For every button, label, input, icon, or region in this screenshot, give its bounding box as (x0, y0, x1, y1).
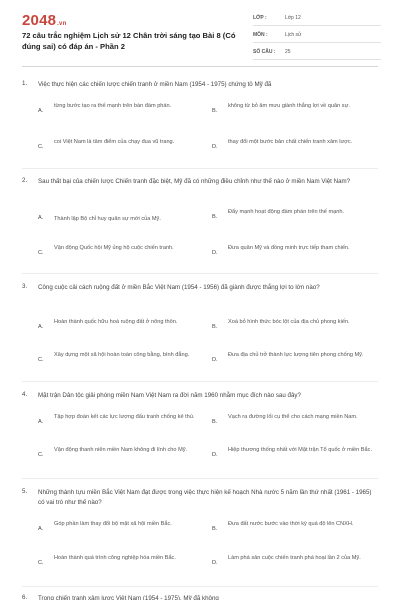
option-letter: D. (212, 250, 218, 256)
option-text: Vạch ra đường lối cụ thể cho cách mạng miền Nam. (228, 414, 358, 420)
option-text: Hoàn thành quá trình công nghiệp hóa miền Bắc. (54, 555, 176, 561)
option-text: Thành lập Bộ chỉ huy quân sự mới của Mỹ. (54, 216, 161, 222)
meta-row-grade (253, 12, 381, 26)
option-text: Đưa quân Mỹ và đồng minh trực tiếp tham chiến. (228, 245, 350, 251)
option-letter: A. (38, 526, 44, 532)
option-letter: C. (38, 560, 44, 566)
meta-row-subject (253, 29, 381, 43)
meta-value-question-count: 25 (285, 49, 291, 55)
meta-key-grade: LỚP : (253, 15, 267, 21)
page-header (0, 0, 400, 64)
meta-key-question-count: SỐ CÂU : (253, 49, 276, 55)
option-letter: A. (38, 215, 44, 221)
option-letter: A. (38, 324, 44, 330)
option-letter: B. (212, 419, 218, 425)
meta-value-grade: Lớp 12 (285, 15, 301, 21)
question-text: Việc thực hiện các chiến lược chiến tranh ở miền Nam (1954 - 1975) chứng tỏ Mỹ đã (38, 81, 272, 88)
option-letter: A. (38, 419, 44, 425)
meta-value-subject: Lịch sử (285, 32, 302, 38)
option-text: Vận động Quốc hội Mỹ ủng hộ cuộc chiến tranh. (54, 245, 174, 251)
option-text: Vận động thanh niên miền Nam không đi lính cho Mỹ. (54, 447, 188, 453)
question-number: 6. (22, 594, 28, 600)
option-letter: B. (212, 526, 218, 532)
question-number: 1. (22, 80, 28, 87)
question-text: Sau thất bại của chiến lược Chiến tranh đặc biệt, Mỹ đã có những điều chỉnh như thế nào ở miền Nam Việt Nam? (38, 178, 351, 185)
document-meta (253, 12, 381, 63)
option-letter: B. (212, 214, 218, 220)
option-text: thay đổi một bước bản chất chiến tranh xâm lược. (228, 139, 353, 145)
option-text: không từ bỏ âm mưu giành thắng lợi về quân sự. (228, 103, 350, 109)
option-text: Đưa đất nước bước vào thời kỳ quá độ lên CNXH. (228, 521, 354, 527)
option-letter: D. (212, 144, 218, 150)
header-divider (22, 66, 378, 67)
question-number: 3. (22, 283, 28, 290)
question-text: Trong chiến tranh xâm lược Việt Nam (1954 - 1975), Mỹ đã không (38, 595, 219, 600)
option-text: từng bước tạo ra thế mạnh trên bàn đàm phán. (54, 103, 172, 109)
option-letter: C. (38, 452, 44, 458)
meta-row-question-count (253, 46, 381, 60)
option-text: Hiệp thương thống nhất với Mặt trận Tổ quốc ở miền Bắc. (228, 447, 372, 453)
option-text: Đẩy mạnh hoạt động đàm phán trên thế mạnh. (228, 209, 344, 215)
option-letter: C. (38, 250, 44, 256)
option-text: Xoá bỏ hình thức bóc lột của địa chủ phong kiến. (228, 319, 350, 325)
question-divider (22, 478, 378, 479)
option-text: coi Việt Nam là tâm điểm của chạy đua vũ trang. (54, 139, 175, 145)
question-divider (22, 586, 378, 587)
option-letter: D. (212, 560, 218, 566)
option-text: Hoàn thành quốc hữu hoá ruộng đất ở nông thôn. (54, 319, 178, 325)
question-divider (22, 273, 378, 274)
question-divider (22, 168, 378, 169)
question-number: 2. (22, 177, 28, 184)
option-letter: C. (38, 144, 44, 150)
option-text: Tập hợp đoàn kết các lực lượng đấu tranh chống kẻ thù. (54, 414, 195, 420)
meta-key-subject: MÔN : (253, 32, 268, 38)
option-letter: C. (38, 357, 44, 363)
option-letter: B. (212, 108, 218, 114)
option-text: Đưa địa chủ trở thành lực lượng tiên phong chống Mỹ. (228, 352, 364, 358)
question-text: Mặt trận Dân tộc giải phóng miền Nam Việt Nam ra đời năm 1960 nhằm mục đích nào sau đây? (38, 392, 301, 399)
option-text: Góp phần làm thay đổi bộ mặt xã hội miền Bắc. (54, 521, 172, 527)
logo-suffix: .vn (57, 21, 67, 27)
option-letter: D. (212, 452, 218, 458)
question-text: Công cuộc cải cách ruộng đất ở miền Bắc Việt Nam (1954 - 1956) đã giành được thắng lợi to lớn nào? (38, 284, 320, 291)
question-divider (22, 381, 378, 382)
document-title: 72 câu trắc nghiệm Lịch sử 12 Chân trời sáng tạo Bài 8 (Có đúng sai) có đáp án - Phần 2 (22, 31, 236, 51)
logo-text: 2048 (22, 12, 57, 29)
question-text: Những thành tựu miền Bắc Việt Nam đạt được trong việc thực hiện kế hoạch Nhà nước 5 năm lần thứ nhất (1961 - 1965) có vai trò như thế nào? (38, 489, 372, 506)
option-letter: D. (212, 357, 218, 363)
option-letter: A. (38, 108, 44, 114)
question-number: 5. (22, 488, 28, 495)
site-logo[interactable] (22, 12, 66, 29)
option-letter: B. (212, 324, 218, 330)
option-text: Xây dựng một xã hội hoàn toàn công bằng, bình đẳng. (54, 352, 190, 358)
question-number: 4. (22, 391, 28, 398)
option-text: Làm phá sản cuộc chiến tranh phá hoại lần 2 của Mỹ. (228, 555, 361, 561)
